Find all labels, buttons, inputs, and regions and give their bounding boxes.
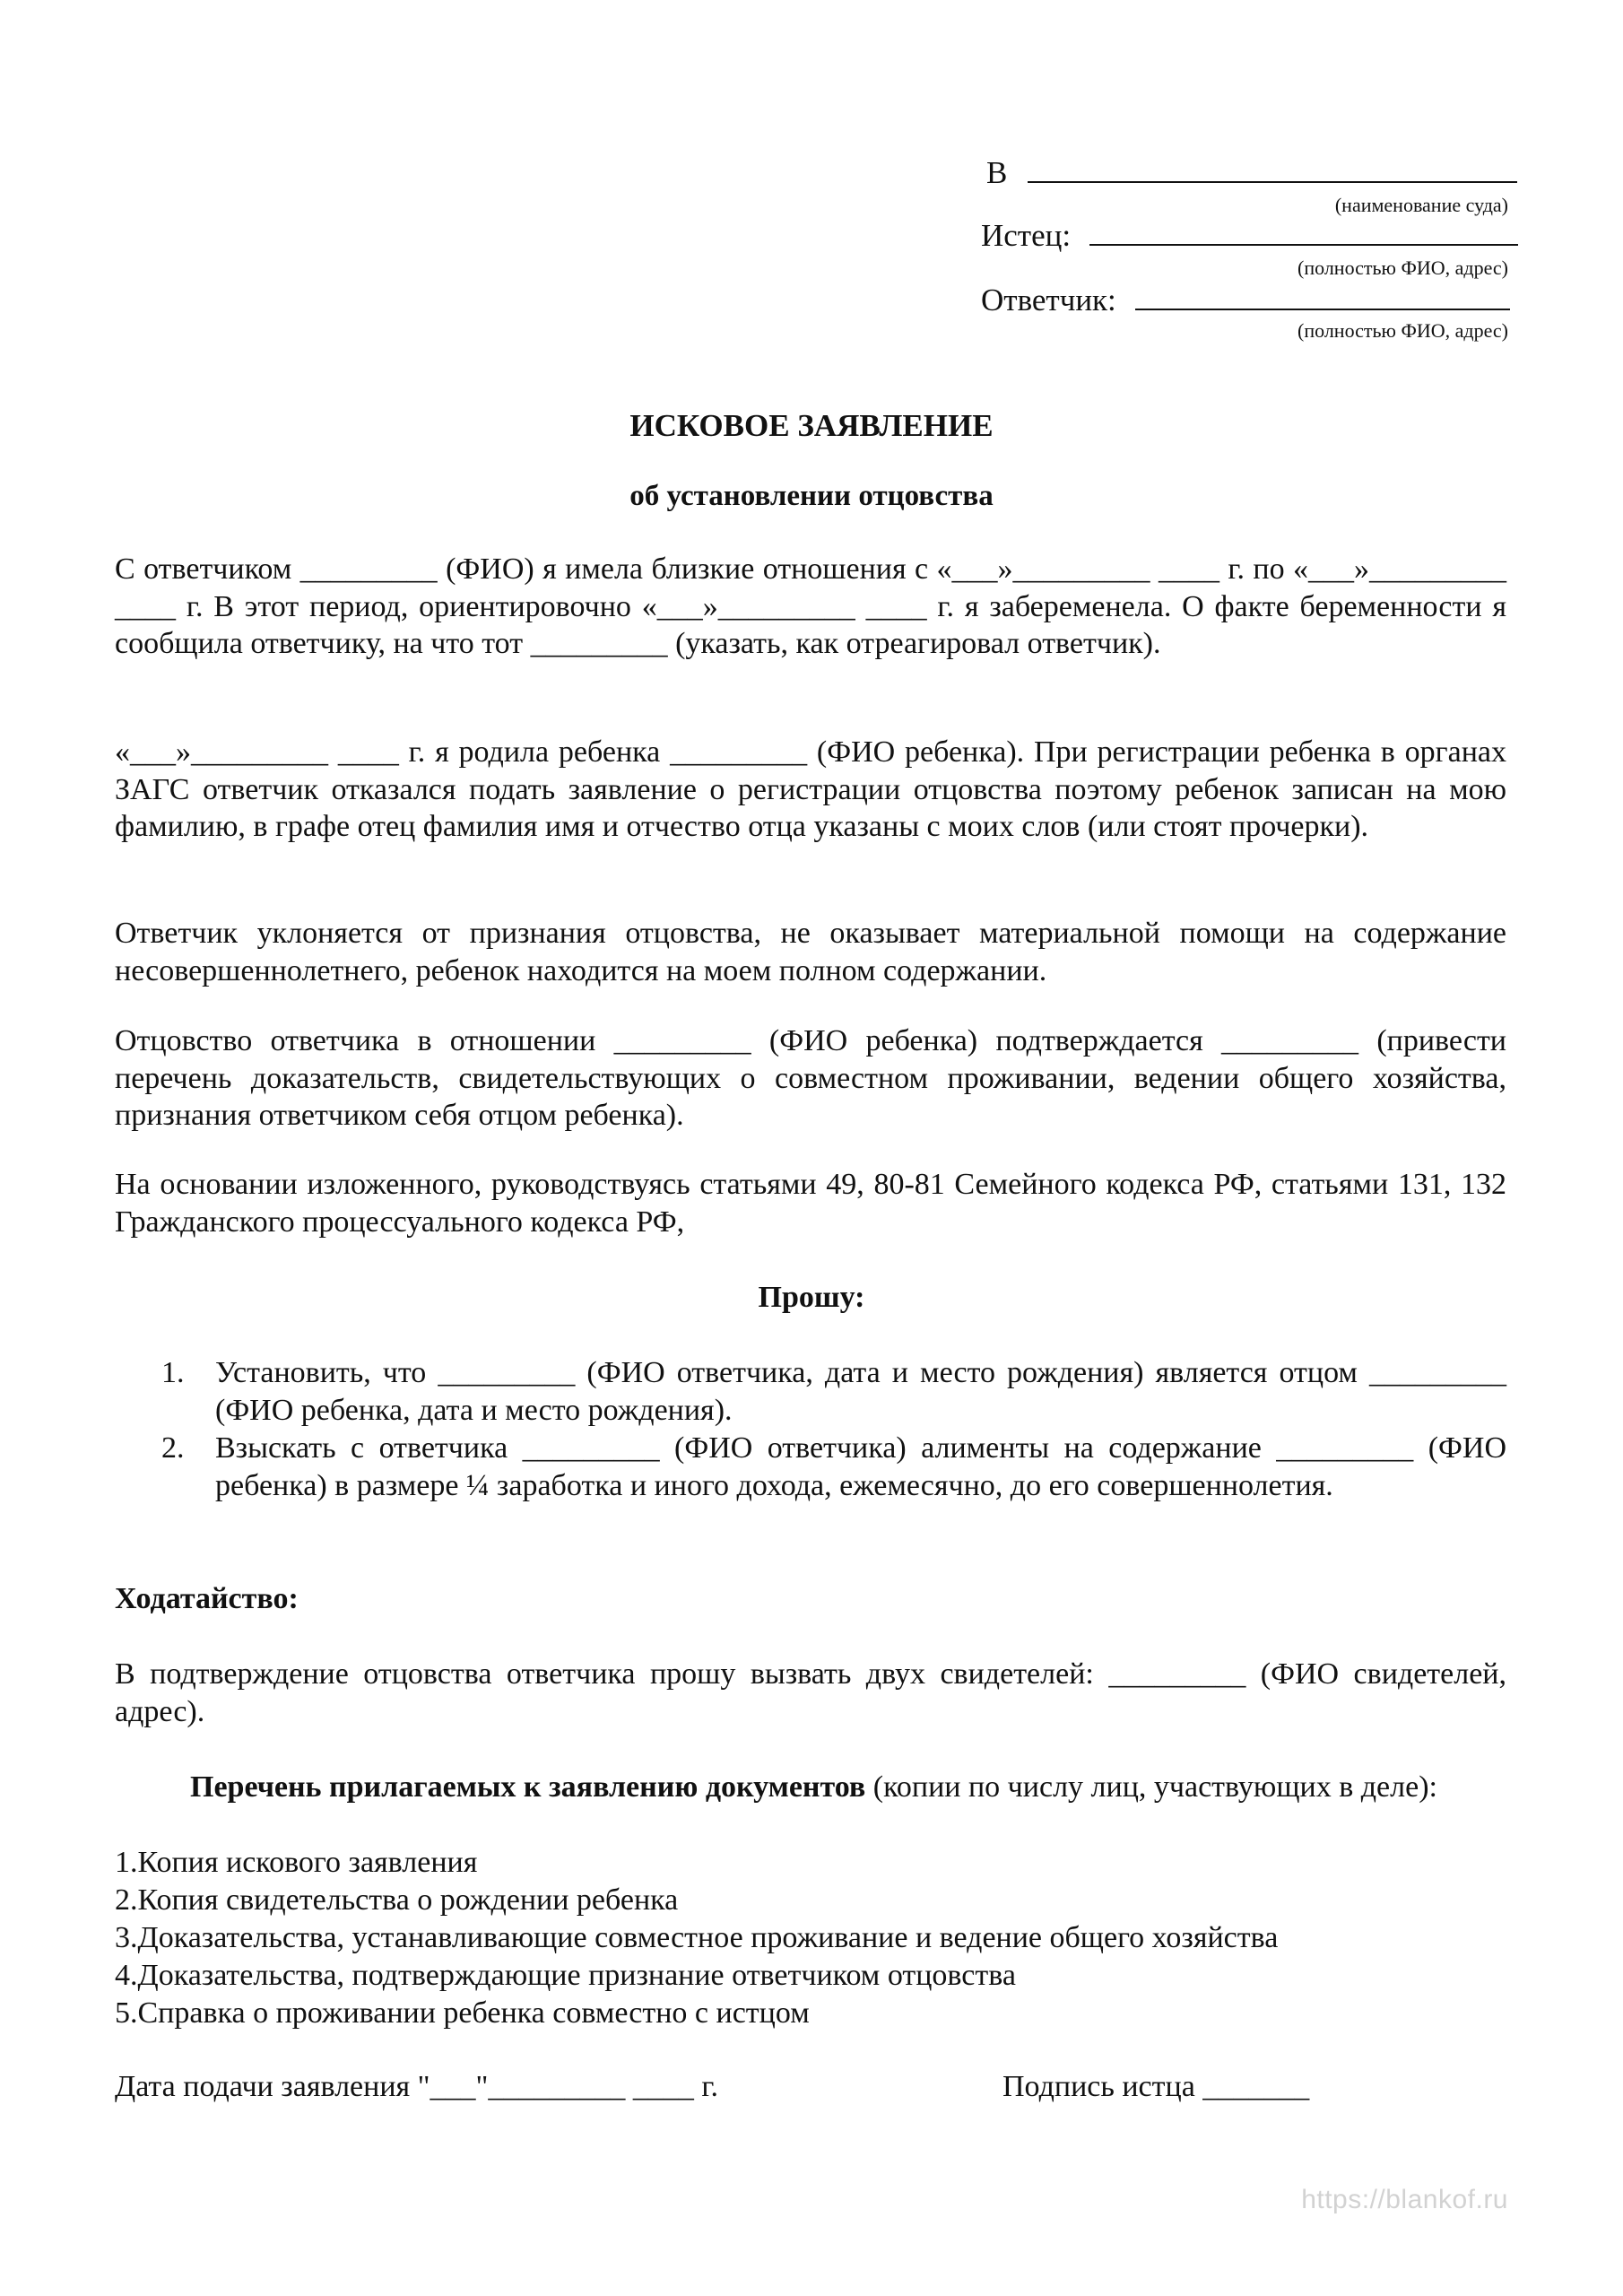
attachments-heading-rest: (копии по числу лиц, участвующих в деле): — [865, 1770, 1437, 1804]
attachment-item: 2.Копия свидетельства о рождении ребенка — [115, 1883, 679, 1917]
court-row — [986, 154, 1517, 192]
paragraph-birth: «___»_________ ____ г. я родила ребенка _________ (ФИО ребенка). При регистрации ребенка в органах ЗАГС ответчик отказался подать заявление о регистрации отцовства поэтому ребенок записан на мою фамилию, в графе отец фамилия имя и отчество отца указаны с моих слов (или стоят прочерки). — [115, 735, 1506, 843]
attachments-heading-bold: Перечень прилагаемых к заявлению документов — [190, 1770, 866, 1804]
plaintiff-row — [981, 217, 1518, 255]
plaintiff-blank-line — [1089, 217, 1518, 246]
paragraph-legal-basis: На основании изложенного, руководствуясь статьями 49, 80-81 Семейного кодекса РФ, статьями 131, 132 Гражданского процессуального кодекса РФ, — [115, 1168, 1506, 1239]
paragraph-relationship: С ответчиком _________ (ФИО) я имела близкие отношения с «___»_________ ____ г. по «___»_________ ____ г. В этот период, ориентировочно «___»_________ ____ г. я забеременела. О факте беременности я сообщила ответчику, на что тот _________ (указать, как отреагировал ответчик). — [115, 552, 1506, 660]
paragraph-evidence: Отцовство ответчика в отношении _________ (ФИО ребенка) подтверждается _________ (привести перечень доказательств, свидетельствующих о совместном проживании, ведении общего хозяйства, признания ответчиком себя отцом ребенка). — [115, 1024, 1506, 1132]
attachment-item: 5.Справка о проживании ребенка совместно с истцом — [115, 1996, 810, 2030]
request-item — [0, 1430, 1623, 1546]
request-text: Установить, что _________ (ФИО ответчика, дата и место рождения) является отцом _________ (ФИО ребенка, дата и место рождения). — [215, 1356, 1506, 1427]
court-note: (наименование суда) — [1334, 194, 1508, 216]
document-subtitle: об установлении отцовства — [629, 480, 994, 512]
request-number: 1. — [161, 1356, 185, 1389]
plaintiff-label: Истец: — [981, 218, 1072, 253]
court-prefix: В — [986, 155, 1008, 190]
attachment-item: 3.Доказательства, устанавливающие совместное проживание и ведение общего хозяйства — [115, 1921, 1279, 1954]
request-text: Взыскать с ответчика _________ (ФИО ответчика) алименты на содержание _________ (ФИО ребенка) в размере ¼ заработка и иного дохода, ежемесячно, до его совершеннолетия. — [215, 1431, 1506, 1502]
request-number: 2. — [161, 1431, 185, 1465]
plaintiff-note: (полностью ФИО, адрес) — [1298, 257, 1508, 279]
attachments-heading — [115, 1769, 1506, 1806]
request-item — [0, 1354, 1623, 1435]
motion-text: В подтверждение отцовства ответчика прошу вызвать двух свидетелей: _________ (ФИО свидетелей, адрес). — [115, 1657, 1506, 1728]
defendant-blank-line — [1135, 282, 1510, 310]
document-title: ИСКОВОЕ ЗАЯВЛЕНИЕ — [629, 408, 994, 443]
defendant-row — [981, 282, 1510, 319]
plaintiff-signature: Подпись истца _______ — [1002, 2070, 1310, 2103]
attachment-item: 1.Копия искового заявления — [115, 1846, 478, 1879]
defendant-note: (полностью ФИО, адрес) — [1298, 319, 1508, 342]
paragraph-evasion: Ответчик уклоняется от признания отцовства, не оказывает материальной помощи на содержание несовершеннолетнего, ребенок находится на моем полном содержании. — [115, 917, 1506, 987]
filing-date: Дата подачи заявления "___"_________ ____ г. — [115, 2070, 719, 2103]
motion-heading: Ходатайство: — [115, 1582, 299, 1615]
attachment-item: 4.Доказательства, подтверждающие признание ответчиком отцовства — [115, 1959, 1016, 1992]
watermark: https://blankof.ru — [1301, 2185, 1508, 2214]
court-blank-line — [1028, 154, 1517, 183]
request-heading: Прошу: — [758, 1281, 865, 1314]
defendant-label: Ответчик: — [981, 283, 1116, 317]
